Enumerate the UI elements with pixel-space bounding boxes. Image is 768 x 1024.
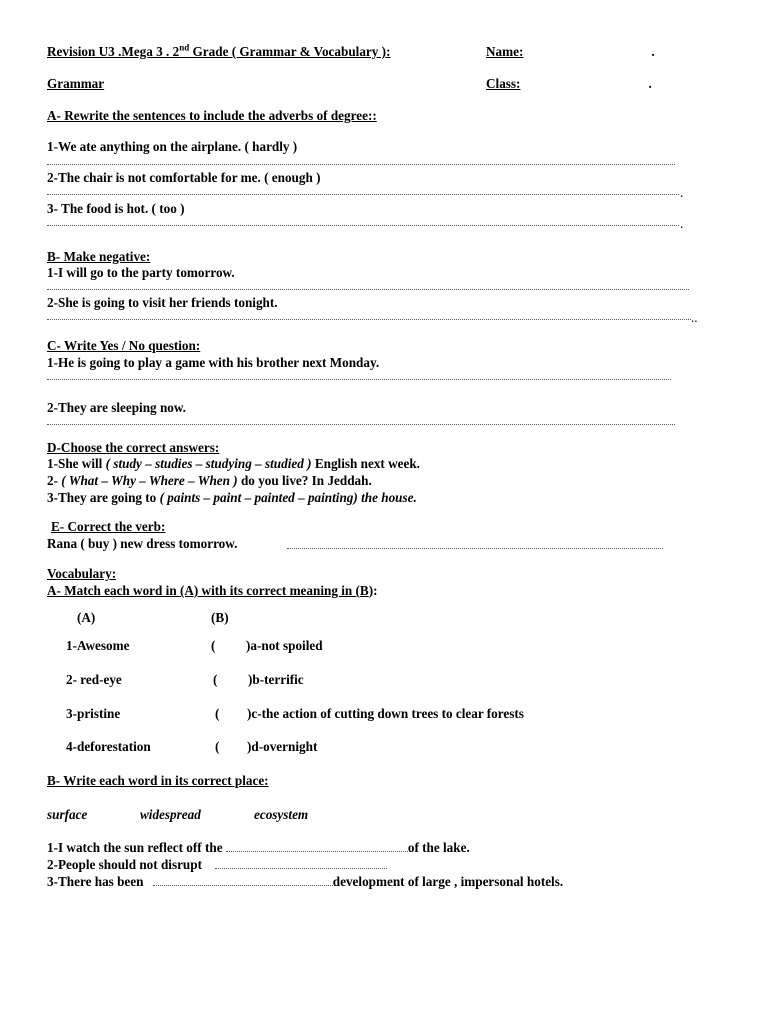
answer-line[interactable] <box>287 544 663 549</box>
word-bank-item: surface <box>47 807 88 822</box>
blank[interactable] <box>215 868 387 869</box>
word-bank-item: widespread <box>140 807 201 822</box>
part-e-heading: E- Correct the verb: <box>51 519 166 534</box>
section-vocabulary: Vocabulary: <box>47 566 117 581</box>
match-word: 3-pristine <box>66 706 121 721</box>
section-grammar: Grammar <box>47 76 105 91</box>
class-field: Class: . <box>486 76 652 91</box>
vocab-sentence-2: 2-People should not disrupt <box>47 857 387 873</box>
part-c-heading: C- Write Yes / No question: <box>47 338 201 353</box>
answer-line[interactable] <box>47 285 689 290</box>
answer-line[interactable] <box>47 221 679 226</box>
answer-line[interactable] <box>47 375 671 380</box>
part-d-question-3: 3-They are going to ( paints – paint – painted – painting) the house. <box>47 490 417 505</box>
match-word: 2- red-eye <box>66 672 122 687</box>
answer-line[interactable] <box>47 160 675 165</box>
part-a-question-3: 3- The food is hot. ( too ) <box>47 201 185 216</box>
worksheet-title: Revision U3 .Mega 3 . 2nd Grade ( Grammar & Vocabulary ): <box>47 42 391 59</box>
vocab-match-heading: A- Match each word in (A) with its correct meaning in (B): <box>47 583 378 598</box>
match-paren[interactable]: ( <box>213 672 218 687</box>
match-paren[interactable]: ( <box>215 739 220 754</box>
part-d-question-2: 2- ( What – Why – Where – When ) do you live? In Jeddah. <box>47 473 372 488</box>
match-word: 1-Awesome <box>66 638 130 653</box>
part-b-heading: B- Make negative: <box>47 249 151 264</box>
vocab-sentence-3: 3-There has been development of large , impersonal hotels. <box>47 874 564 889</box>
word-bank-item: ecosystem <box>254 807 309 822</box>
part-a-question-2: 2-The chair is not comfortable for me. ( enough ) <box>47 170 321 185</box>
column-b-header: (B) <box>211 610 229 625</box>
match-paren[interactable]: ( <box>211 638 216 653</box>
match-meaning: )b-terrific <box>248 672 304 687</box>
part-e-question-1: Rana ( buy ) new dress tomorrow. <box>47 536 238 551</box>
blank[interactable] <box>153 885 333 886</box>
line-end-dot: . <box>680 185 684 200</box>
match-meaning: )a-not spoiled <box>246 638 323 653</box>
part-b-question-2: 2-She is going to visit her friends tonight. <box>47 295 278 310</box>
part-b-question-1: 1-I will go to the party tomorrow. <box>47 265 235 280</box>
match-meaning: )d-overnight <box>247 739 318 754</box>
part-a-heading: A- Rewrite the sentences to include the adverbs of degree:: <box>47 108 377 123</box>
match-meaning: )c-the action of cutting down trees to clear forests <box>247 706 524 721</box>
part-c-question-2: 2-They are sleeping now. <box>47 400 186 415</box>
answer-line[interactable] <box>47 315 691 320</box>
line-end-dots: .. <box>691 310 698 325</box>
part-d-heading: D-Choose the correct answers: <box>47 440 220 455</box>
part-d-question-1: 1-She will ( study – studies – studying – studied ) English next week. <box>47 456 420 471</box>
match-paren[interactable]: ( <box>215 706 220 721</box>
answer-line[interactable] <box>47 190 679 195</box>
answer-line[interactable] <box>47 420 675 425</box>
blank[interactable] <box>226 851 408 852</box>
vocab-sentence-1: 1-I watch the sun reflect off the of the lake. <box>47 840 470 855</box>
vocab-place-heading: B- Write each word in its correct place: <box>47 773 269 788</box>
part-a-question-1: 1-We ate anything on the airplane. ( hardly ) <box>47 139 298 154</box>
match-word: 4-deforestation <box>66 739 151 754</box>
part-c-question-1: 1-He is going to play a game with his brother next Monday. <box>47 355 380 370</box>
line-end-dot: . <box>680 216 684 231</box>
column-a-header: (A) <box>77 610 96 625</box>
name-field: Name: . <box>486 44 655 59</box>
